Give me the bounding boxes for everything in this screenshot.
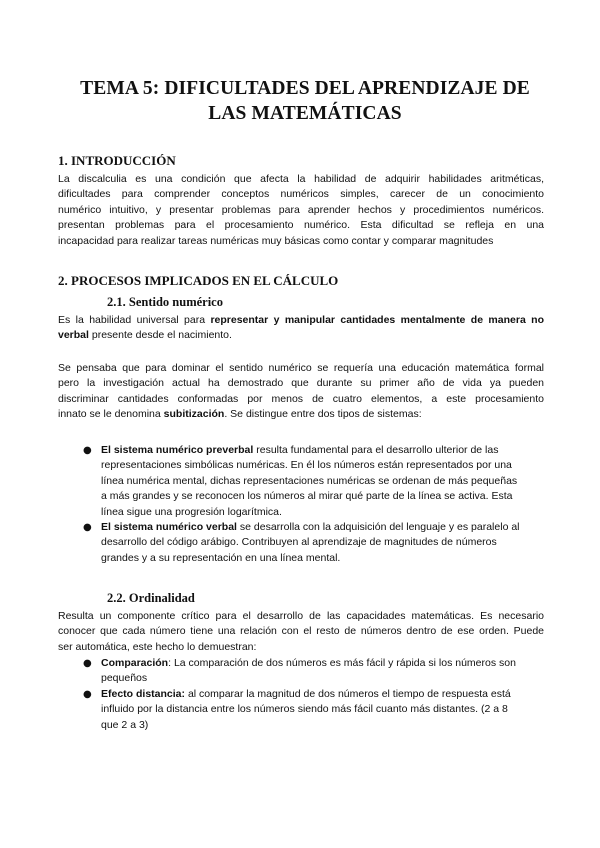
- bullet-icon: ●: [83, 688, 92, 700]
- list-item-line: [101, 520, 545, 535]
- list-item-line: grandes y a su representación en una línea mental.: [101, 551, 341, 564]
- list-item-line: [101, 656, 545, 671]
- text-run: presente desde el nacimiento.: [88, 329, 232, 342]
- paragraph-line: conocer que cada número tiene una relación con el resto de números dentro de ese orden. Puede: [58, 625, 544, 638]
- text-run: se desarrolla con la adquisición del lenguaje y es paralelo al: [236, 520, 520, 533]
- paragraph-line: discriminar cantidades conformadas por menos de cuatro elementos, a este procesamiento: [58, 392, 544, 405]
- paragraph-line: dificultades para comprender conceptos numéricos simples, carecer de un conocimiento: [58, 188, 544, 201]
- document-title: [40, 76, 570, 126]
- paragraph-line: numérico intuitivo, y presentar problemas para aprender hechos y procedimientos numéricos.: [58, 203, 544, 216]
- bold-text: Comparación: [101, 657, 169, 669]
- bold-text: El sistema numérico preverbal: [101, 444, 254, 456]
- paragraph-line: [58, 313, 544, 328]
- list-item: [85, 656, 545, 687]
- list-item: [85, 520, 545, 566]
- paragraph-line: presentan problemas para el procesamiento numérico. Esta dificultad se refleja en una: [58, 219, 544, 232]
- bullet-icon: ●: [83, 445, 92, 456]
- text-run: resulta fundamental para el desarrollo ulterior de las: [253, 444, 499, 456]
- list-item-line: línea sigue una progresión logarítmica.: [101, 505, 282, 518]
- list-item-line: [101, 443, 545, 458]
- paragraph-line: [58, 407, 544, 422]
- text-run: . Se distingue entre dos tipos de sistemas:: [224, 408, 422, 421]
- bold-text: verbal: [58, 329, 89, 342]
- list-item-line: [101, 687, 545, 702]
- text-run: al comparar la magnitud de dos números el tiempo de respuesta está: [185, 687, 511, 700]
- list-item: [85, 687, 545, 733]
- sentido-numerico-paragraph-2: [58, 361, 544, 423]
- list-item-line: a más grandes y se reconocen los números al mirar qué parte de la línea se activa. Esta: [101, 490, 513, 503]
- paragraph-line: Resulta un componente crítico para el desarrollo de las capacidades matemáticas. Es necesario: [58, 610, 544, 622]
- section-1-paragraph: [58, 172, 544, 249]
- bold-text: representar y manipular cantidades mentalmente de manera no: [210, 314, 544, 326]
- number-systems-list: [85, 443, 545, 566]
- sentido-numerico-paragraph-1: [58, 313, 544, 344]
- bullet-icon: ●: [83, 521, 92, 533]
- list-item-line: línea numérica mental, dichas representaciones numéricas se ordenan de más pequeñas: [101, 474, 518, 487]
- ordinalidad-list: [85, 656, 545, 733]
- paragraph-line: La discalculia es una condición que afecta la habilidad de adquirir habilidades aritméticas,: [58, 173, 544, 185]
- title-line-1: TEMA 5: DIFICULTADES DEL APRENDIZAJE DE: [80, 78, 530, 99]
- text-run: Es la habilidad universal para: [58, 314, 211, 326]
- list-item-line: pequeños: [101, 672, 148, 685]
- list-item: [85, 443, 545, 520]
- text-run: : La comparación de dos números es más fácil y rápida si los números son: [168, 657, 516, 669]
- list-item-line: influido por la distancia entre los números siendo más fácil cuanto más distantes. (2 a 8: [101, 703, 508, 716]
- paragraph-line: Se pensaba que para dominar el sentido numérico se requería una educación matemática formal: [58, 362, 544, 374]
- paragraph-line: [58, 328, 544, 343]
- bold-text: subitización: [163, 408, 225, 421]
- ordinalidad-paragraph: [58, 609, 544, 655]
- list-item-line: que 2 a 3): [101, 718, 149, 731]
- title-line-2: LAS MATEMÁTICAS: [208, 103, 402, 124]
- list-item-line: representaciones simbólicas numéricas. En él los números están representados por una: [101, 459, 512, 472]
- bullet-icon: ●: [83, 658, 92, 669]
- paragraph-line: ser automática, este hecho lo demuestran:: [58, 640, 257, 653]
- bold-text: Efecto distancia:: [101, 687, 186, 700]
- subsection-2-2-heading: 2.2. Ordinalidad: [107, 591, 195, 605]
- section-2-heading: 2. PROCESOS IMPLICADOS EN EL CÁLCULO: [58, 273, 339, 288]
- section-1-heading: 1. INTRODUCCIÓN: [58, 153, 176, 168]
- paragraph-line: incapacidad para realizar tareas numéricas muy básicas como contar y comparar magnitudes: [58, 234, 494, 247]
- bold-text: El sistema numérico verbal: [101, 520, 237, 533]
- subsection-2-1-heading: 2.1. Sentido numérico: [107, 295, 223, 309]
- paragraph-line: pero la investigación actual ha demostrado que durante su primer año de vida ya pueden: [58, 377, 544, 390]
- list-item-line: desarrollo del código arábigo. Contribuyen al aprendizaje de magnitudes de números: [101, 536, 497, 549]
- text-run: innato se le denomina: [58, 408, 164, 421]
